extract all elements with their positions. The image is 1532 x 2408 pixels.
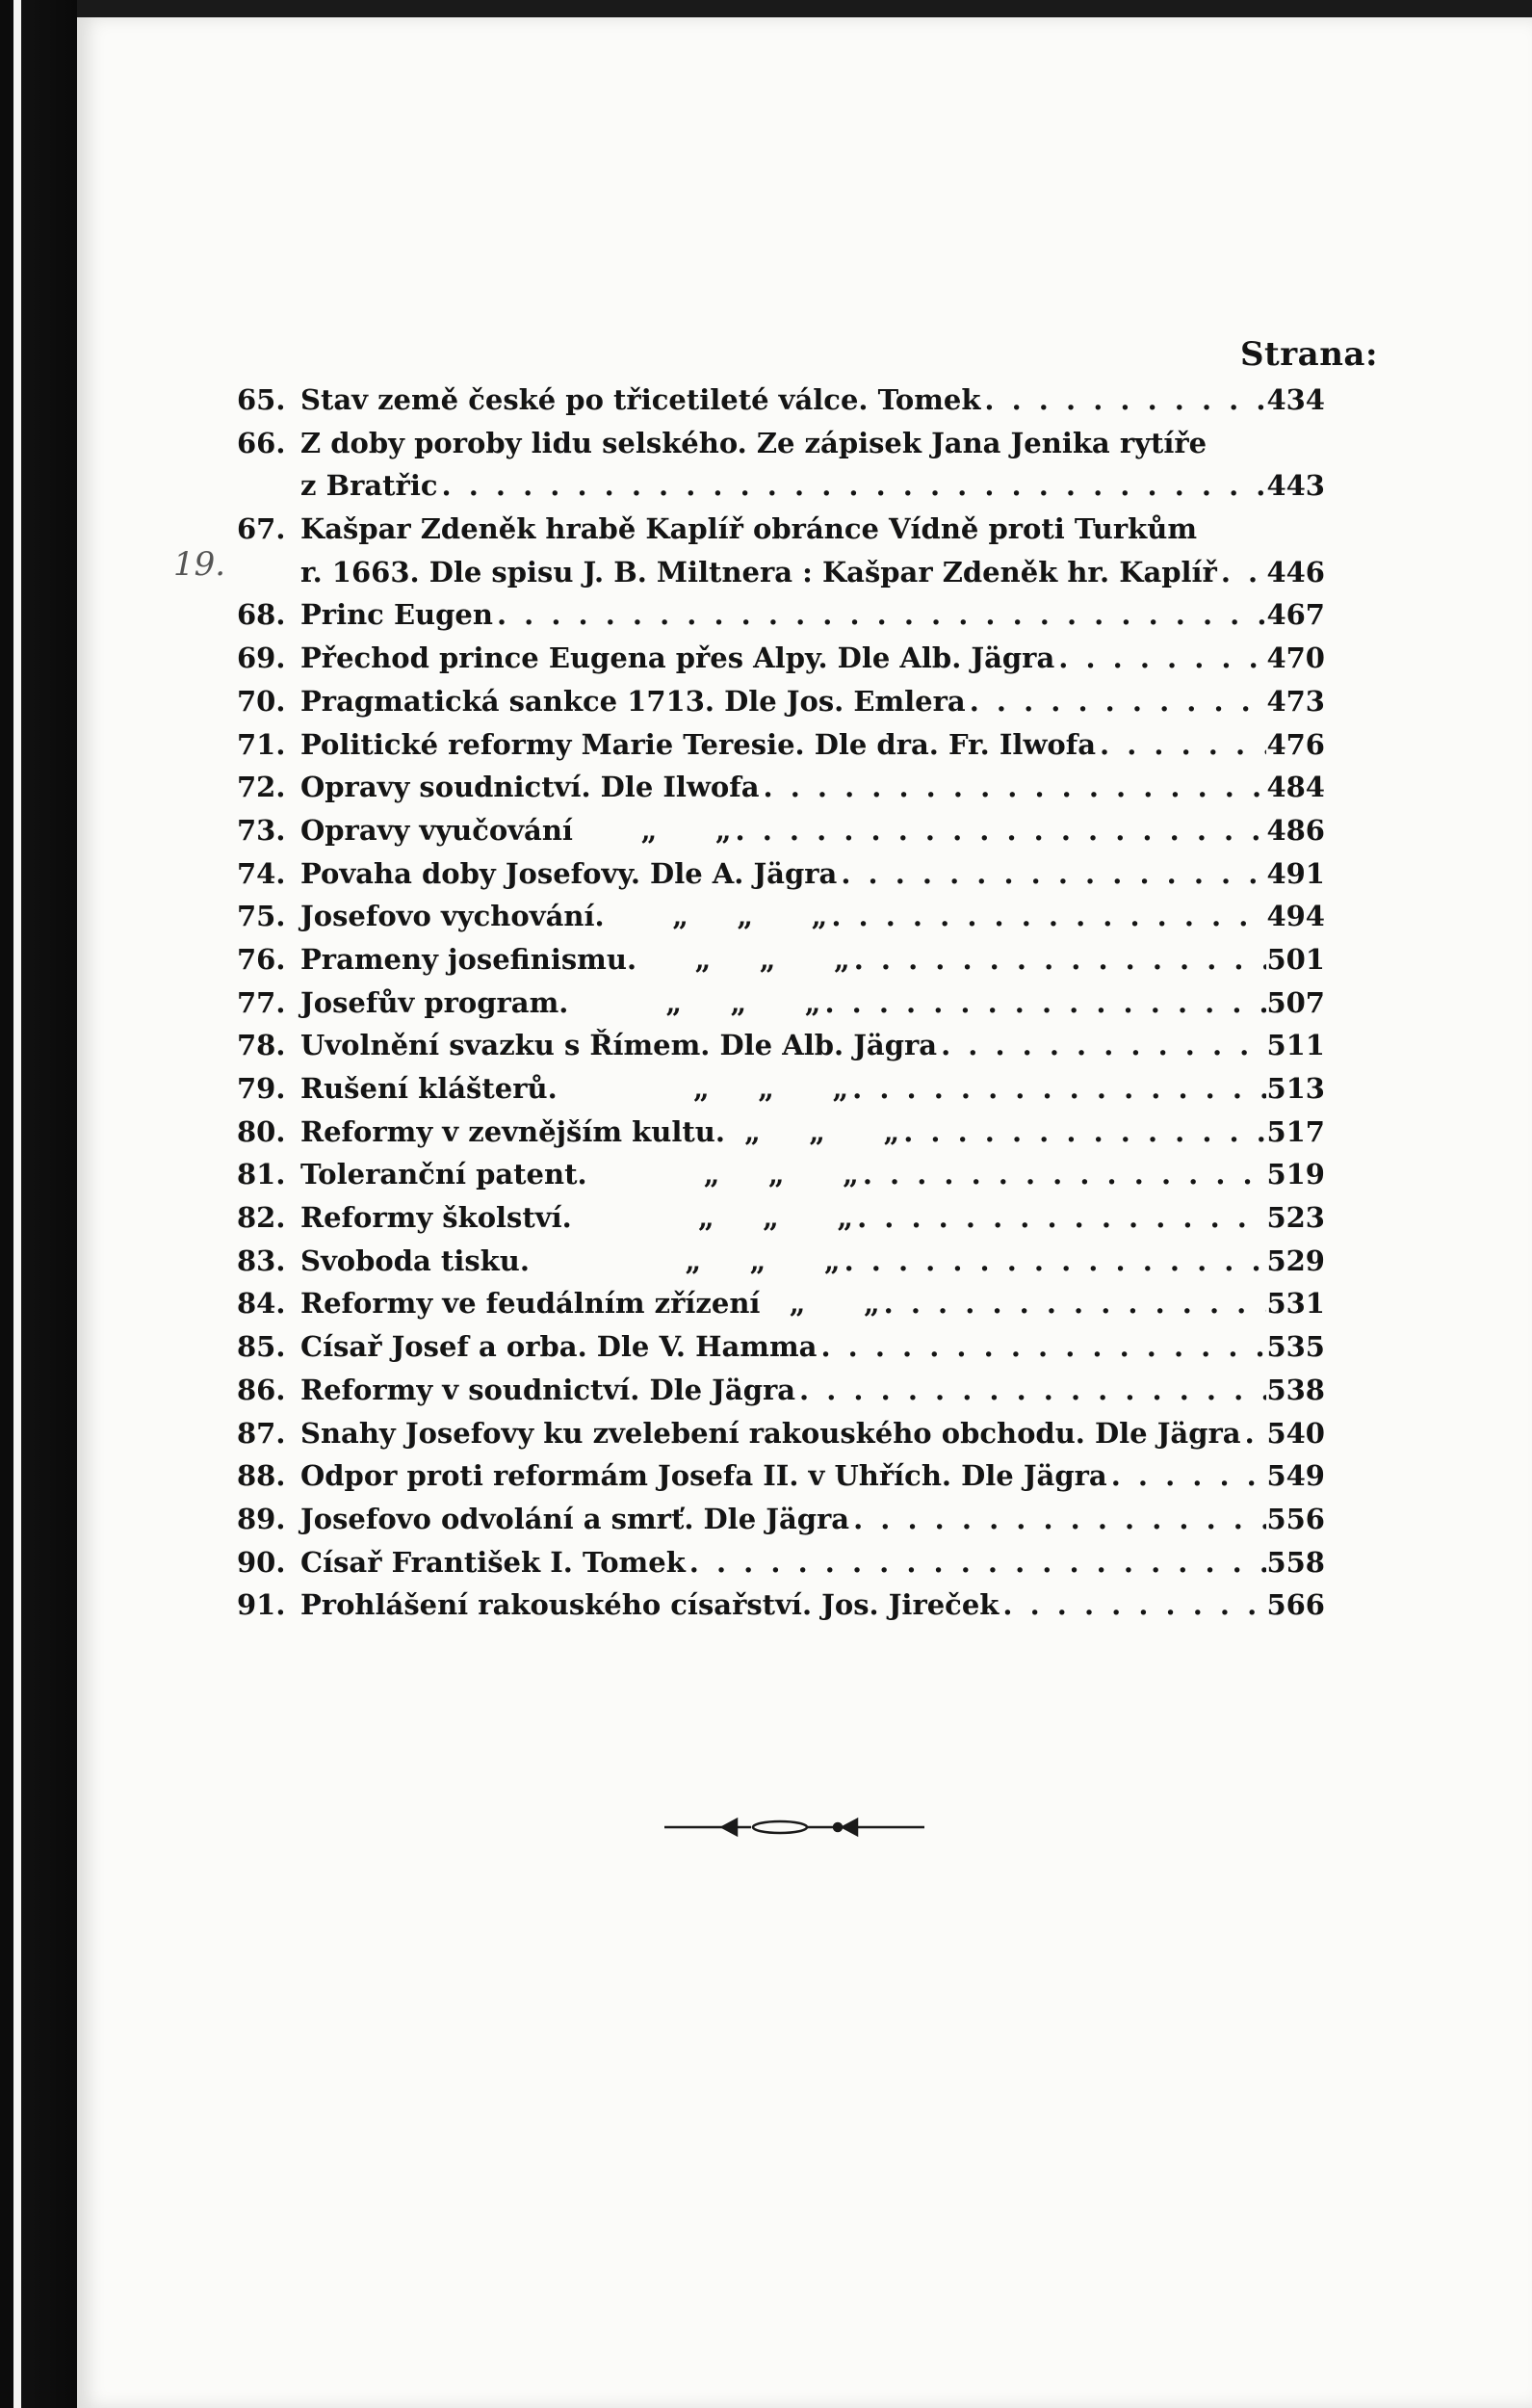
dot-leader bbox=[848, 1067, 1266, 1111]
entry-page: 558 bbox=[1266, 1545, 1325, 1579]
entry-page: 501 bbox=[1266, 942, 1325, 976]
entry-number: 74. bbox=[237, 856, 286, 890]
dot-leader bbox=[1054, 637, 1266, 680]
dot-leader bbox=[732, 809, 1267, 852]
entry-page: 476 bbox=[1266, 727, 1325, 761]
entry-number: 90. bbox=[237, 1545, 286, 1579]
entry-number: 82. bbox=[237, 1201, 286, 1235]
toc-entry bbox=[237, 379, 1325, 422]
entry-page: 467 bbox=[1266, 598, 1325, 632]
entry-title: Reformy v soudnictví. Dle Jägra bbox=[300, 1373, 796, 1406]
entry-title: Politické reformy Marie Teresie. Dle dra. Fr. Ilwofa bbox=[300, 727, 1097, 761]
entry-title: Opravy vyučování „ „ bbox=[300, 813, 732, 847]
dot-leader bbox=[859, 1153, 1267, 1196]
toc-entry bbox=[237, 1240, 1325, 1283]
entry-title: Reformy školství. „ „ „ bbox=[300, 1201, 854, 1235]
entry-page: 556 bbox=[1266, 1502, 1325, 1535]
dot-leader bbox=[980, 379, 1266, 422]
dot-leader bbox=[1107, 1454, 1267, 1498]
entry-number: 88. bbox=[237, 1459, 286, 1493]
entry-page: 473 bbox=[1266, 684, 1325, 718]
entry-page: 523 bbox=[1266, 1201, 1325, 1235]
entry-page: 529 bbox=[1266, 1243, 1325, 1277]
toc-entry bbox=[237, 422, 1325, 465]
entry-number: 65. bbox=[237, 383, 286, 416]
entry-page: 484 bbox=[1266, 771, 1325, 804]
entry-page: 470 bbox=[1266, 641, 1325, 675]
entry-title: Toleranční patent. „ „ „ bbox=[300, 1158, 859, 1191]
toc-entry bbox=[237, 766, 1325, 809]
entry-title: Odpor proti reformám Josefa II. v Uhřích. Dle Jägra bbox=[300, 1459, 1107, 1493]
entry-title: Svoboda tisku. „ „ „ bbox=[300, 1243, 841, 1277]
toc-entry bbox=[237, 1282, 1325, 1325]
dot-leader bbox=[849, 1498, 1266, 1541]
entry-title: Reformy ve feudálním zřízení „ „ bbox=[300, 1287, 880, 1321]
toc-entry bbox=[237, 593, 1325, 637]
entry-number: 86. bbox=[237, 1373, 286, 1406]
toc-entry bbox=[237, 1111, 1325, 1154]
toc-entry bbox=[237, 852, 1325, 896]
entry-title: Reformy v zevnějším kultu. „ „ „ bbox=[300, 1114, 900, 1148]
entry-title: Císař Josef a orba. Dle V. Hamma bbox=[300, 1330, 818, 1364]
entry-page: 566 bbox=[1266, 1588, 1325, 1622]
entry-title: Povaha doby Josefovy. Dle A. Jägra bbox=[300, 856, 838, 890]
entry-page: 434 bbox=[1266, 383, 1325, 416]
entry-page: 494 bbox=[1266, 900, 1325, 933]
toc-entry bbox=[237, 1325, 1325, 1369]
toc-entry-continuation bbox=[237, 464, 1325, 508]
entry-number: 75. bbox=[237, 900, 286, 933]
entry-title: Princ Eugen bbox=[300, 598, 493, 632]
entry-page: 549 bbox=[1266, 1459, 1325, 1493]
table-of-contents bbox=[237, 379, 1325, 1627]
entry-page: 446 bbox=[1266, 555, 1325, 589]
entry-title-cont: z Bratřic bbox=[300, 469, 438, 503]
entry-number: 76. bbox=[237, 942, 286, 976]
toc-entry bbox=[237, 1498, 1325, 1541]
toc-entry bbox=[237, 1024, 1325, 1067]
entry-number: 67. bbox=[237, 512, 286, 546]
entry-number: 73. bbox=[237, 813, 286, 847]
entry-title: Z doby poroby lidu selského. Ze zápisek Jana Jenika rytíře bbox=[300, 426, 1207, 459]
dot-leader bbox=[966, 680, 1267, 723]
toc-entry bbox=[237, 1454, 1325, 1498]
dot-leader bbox=[493, 593, 1267, 637]
dot-leader bbox=[853, 1196, 1266, 1240]
dot-leader bbox=[438, 464, 1267, 508]
entry-title: Snahy Josefovy ku zvelebení rakouského obchodu. Dle Jägra bbox=[300, 1416, 1241, 1450]
entry-number: 80. bbox=[237, 1114, 286, 1148]
dot-leader bbox=[827, 895, 1266, 938]
entry-title: Pragmatická sankce 1713. Dle Jos. Emlera bbox=[300, 684, 966, 718]
entry-title: Josefovo odvolání a smrť. Dle Jägra bbox=[300, 1502, 850, 1535]
entry-title: Prameny josefinismu. „ „ „ bbox=[300, 942, 850, 976]
entry-title: Prohlášení rakouského císařství. Jos. Jireček bbox=[300, 1588, 1000, 1622]
dot-leader bbox=[820, 982, 1266, 1025]
toc-entry bbox=[237, 1584, 1325, 1627]
handwritten-margin-note: 19. bbox=[173, 545, 226, 584]
entry-number: 78. bbox=[237, 1029, 286, 1062]
entry-number: 85. bbox=[237, 1330, 286, 1364]
dot-leader bbox=[795, 1369, 1266, 1412]
book-page bbox=[77, 17, 1532, 2408]
toc-entry bbox=[237, 1153, 1325, 1196]
book-spine-edge bbox=[0, 0, 77, 2408]
dot-leader bbox=[899, 1111, 1266, 1154]
entry-title: Kašpar Zdeněk hrabě Kaplíř obránce Vídně proti Turkům bbox=[300, 512, 1198, 546]
entry-number: 91. bbox=[237, 1588, 286, 1622]
entry-page: 540 bbox=[1266, 1416, 1325, 1450]
entry-title: Stav země české po třicetileté válce. Tomek bbox=[300, 383, 981, 416]
toc-entry bbox=[237, 723, 1325, 767]
dot-leader bbox=[686, 1541, 1267, 1584]
toc-entry bbox=[237, 1369, 1325, 1412]
dot-leader bbox=[760, 766, 1267, 809]
entry-title-cont: r. 1663. Dle spisu J. B. Miltnera : Kašpar Zdeněk hr. Kaplíř bbox=[300, 555, 1217, 589]
toc-entry bbox=[237, 809, 1325, 852]
entry-page: 519 bbox=[1266, 1158, 1325, 1191]
entry-page: 538 bbox=[1266, 1373, 1325, 1406]
dot-leader bbox=[1217, 551, 1267, 594]
toc-entry bbox=[237, 938, 1325, 982]
entry-page: 507 bbox=[1266, 985, 1325, 1019]
entry-page: 517 bbox=[1266, 1114, 1325, 1148]
entry-number: 70. bbox=[237, 684, 286, 718]
entry-title: Rušení klášterů. „ „ „ bbox=[300, 1072, 849, 1105]
entry-number: 69. bbox=[237, 641, 286, 675]
ornament-divider-icon bbox=[664, 1813, 924, 1842]
toc-entry bbox=[237, 1067, 1325, 1111]
toc-entry bbox=[237, 1412, 1325, 1455]
toc-entry bbox=[237, 680, 1325, 723]
entry-number: 72. bbox=[237, 771, 286, 804]
toc-entry bbox=[237, 508, 1325, 551]
entry-page: 443 bbox=[1266, 469, 1325, 503]
toc-entry-continuation bbox=[237, 551, 1325, 594]
entry-page: 531 bbox=[1266, 1287, 1325, 1321]
dot-leader bbox=[1096, 723, 1266, 767]
entry-page: 511 bbox=[1266, 1029, 1325, 1062]
entry-title: Josefovo vychování. „ „ „ bbox=[300, 900, 828, 933]
entry-number: 77. bbox=[237, 985, 286, 1019]
entry-page: 513 bbox=[1266, 1072, 1325, 1105]
entry-number: 87. bbox=[237, 1416, 286, 1450]
entry-number: 84. bbox=[237, 1287, 286, 1321]
entry-title: Josefův program. „ „ „ bbox=[300, 985, 821, 1019]
entry-number: 71. bbox=[237, 727, 286, 761]
toc-entry bbox=[237, 637, 1325, 680]
toc-entry bbox=[237, 982, 1325, 1025]
entry-number: 68. bbox=[237, 598, 286, 632]
dot-leader bbox=[999, 1584, 1266, 1627]
dot-leader bbox=[837, 852, 1266, 896]
entry-title: Přechod prince Eugena přes Alpy. Dle Alb. Jägra bbox=[300, 641, 1055, 675]
entry-number: 81. bbox=[237, 1158, 286, 1191]
dot-leader bbox=[841, 1240, 1267, 1283]
entry-number: 83. bbox=[237, 1243, 286, 1277]
entry-page: 491 bbox=[1266, 856, 1325, 890]
dot-leader bbox=[937, 1024, 1266, 1067]
entry-number: 89. bbox=[237, 1502, 286, 1535]
page-column-label: Strana: bbox=[1240, 335, 1379, 374]
entry-title: Opravy soudnictví. Dle Ilwofa bbox=[300, 771, 760, 804]
dot-leader bbox=[1241, 1412, 1267, 1455]
entry-page: 486 bbox=[1266, 813, 1325, 847]
entry-title: Uvolnění svazku s Římem. Dle Alb. Jägra bbox=[300, 1029, 938, 1062]
dot-leader bbox=[817, 1325, 1266, 1369]
dot-leader bbox=[850, 938, 1267, 982]
dot-leader bbox=[880, 1282, 1267, 1325]
toc-entry bbox=[237, 895, 1325, 938]
toc-entry bbox=[237, 1196, 1325, 1240]
entry-title: Císař František I. Tomek bbox=[300, 1545, 686, 1579]
toc-entry bbox=[237, 1541, 1325, 1584]
entry-page: 535 bbox=[1266, 1330, 1325, 1364]
entry-number: 66. bbox=[237, 426, 286, 459]
entry-number: 79. bbox=[237, 1072, 286, 1105]
